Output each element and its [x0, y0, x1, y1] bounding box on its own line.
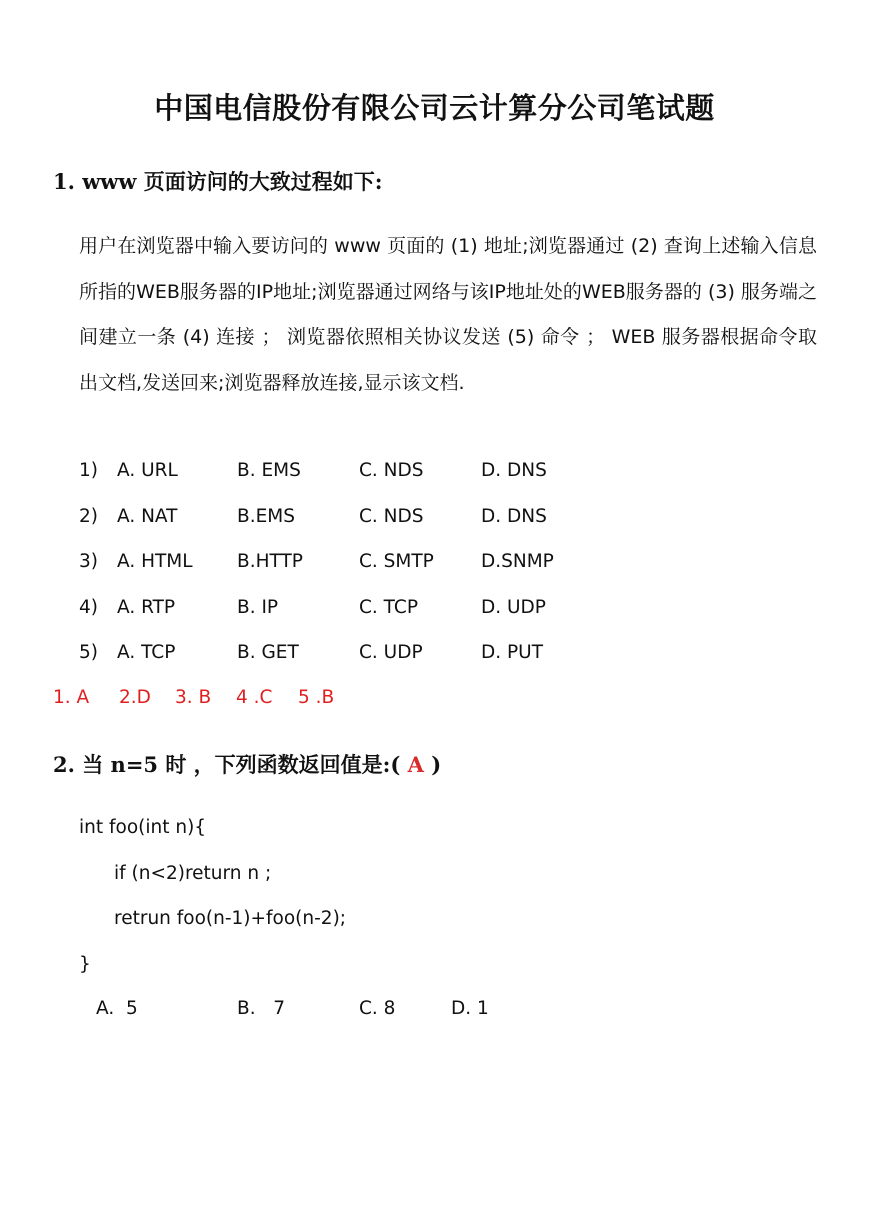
question-1-heading: 1. www 页面访问的大致过程如下:	[53, 169, 383, 194]
page-title: 中国电信股份有限公司云计算分公司笔试题	[154, 91, 715, 125]
code-line: }	[79, 953, 91, 975]
option-d: D. UDP	[481, 596, 546, 618]
code-line: int foo(int n){	[79, 817, 207, 838]
option-row	[79, 635, 779, 681]
option-b: B.EMS	[237, 505, 295, 527]
option-b: B. GET	[237, 642, 299, 664]
option-c: C. TCP	[359, 596, 418, 618]
option-a: A. TCP	[117, 642, 176, 664]
question-2-options	[0, 991, 869, 1027]
answer-4: 4 .C	[236, 687, 273, 708]
option-d: D. DNS	[481, 460, 547, 481]
option-c: C. 8	[359, 998, 396, 1019]
option-a: A. 5	[96, 998, 138, 1019]
question-2-heading	[53, 749, 441, 779]
answer-5: 5 .B	[298, 687, 335, 708]
option-a: A. HTML	[117, 551, 193, 573]
answer-2: 2.D	[119, 687, 151, 708]
code-block	[79, 810, 346, 992]
option-row	[79, 453, 779, 499]
option-row	[79, 544, 779, 590]
option-row	[79, 499, 779, 545]
option-b: B. IP	[237, 596, 279, 618]
option-number: 3)	[79, 551, 98, 573]
option-a: A. URL	[117, 460, 178, 481]
answer-1: 1. A	[53, 687, 90, 708]
option-number: 4)	[79, 596, 98, 618]
question-1-paragraph: 用户在浏览器中输入要访问的 www 页面的 (1) 地址;浏览器通过 (2) 查询上述输入信息所指的WEB服务器的IP地址;浏览器通过网络与该IP地址处的WEB服务器的 (3) 服务端之间建立一条 (4) 连接 ； 浏览器依照相关协议发送 (5) 命令 ； WEB 服务器根据命令取出文档,发送回来;浏览器释放连接,显示该文档.	[79, 235, 817, 394]
question-2-heading-text: 2. 当 n=5 时 ，下列函数返回值是:(	[53, 752, 408, 777]
option-d: D. DNS	[481, 505, 547, 527]
option-b: B. 7	[237, 998, 285, 1019]
option-a: A. RTP	[117, 596, 176, 618]
option-b: B.HTTP	[237, 551, 303, 573]
question-1-options	[79, 453, 779, 681]
option-d: D. PUT	[481, 642, 544, 664]
option-number: 2)	[79, 505, 98, 527]
option-b: B. EMS	[237, 460, 301, 481]
option-number: 1)	[79, 460, 98, 481]
question-2-heading-close: )	[423, 752, 442, 777]
answer-3: 3. B	[175, 687, 212, 708]
code-line: retrun foo(n-1)+foo(n-2);	[114, 908, 347, 930]
option-c: C. NDS	[359, 505, 424, 527]
option-c: C. UDP	[359, 642, 423, 664]
option-c: C. NDS	[359, 460, 424, 481]
code-line: if (n<2)return n ;	[114, 862, 272, 884]
option-a: A. NAT	[117, 505, 178, 527]
option-number: 5)	[79, 642, 98, 664]
option-c: C. SMTP	[359, 551, 434, 573]
option-d: D.SNMP	[481, 551, 554, 573]
option-row	[79, 590, 779, 636]
option-d: D. 1	[451, 998, 489, 1019]
question-2-answer: A	[407, 752, 424, 777]
